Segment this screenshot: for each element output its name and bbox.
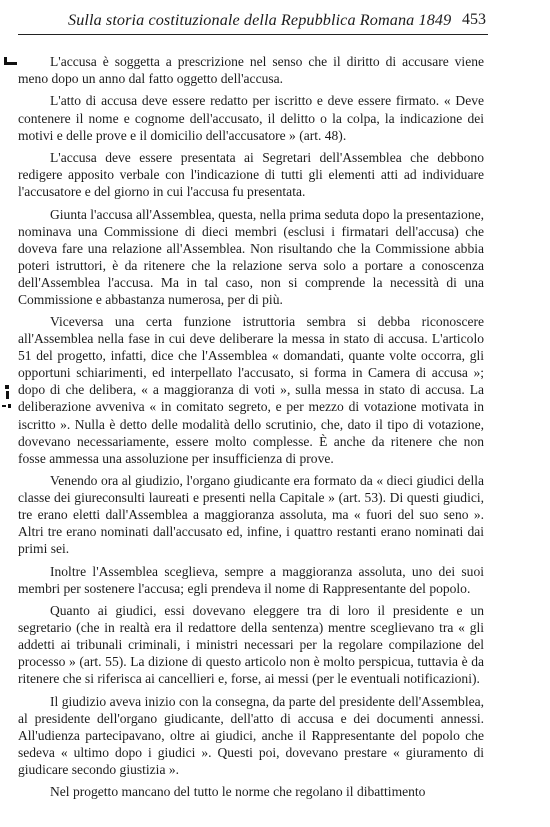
paragraph: L'atto di accusa deve essere redatto per iscritto e deve essere firmato. « Deve contenere il nome e cognome dell'accusato, il delitto o la colpa, la indicazione dei motivi e delle prove e il domicilio dell'accusatore » (art. 48). [18, 93, 484, 143]
running-head-title: Sulla storia costituzionale della Repubblica Romana 1849 [68, 11, 452, 29]
margin-tick-mark [6, 391, 9, 399]
body-text [18, 53, 484, 806]
paragraph: Inoltre l'Assemblea sceglieva, sempre a maggioranza assoluta, uno dei suoi membri per sostenere l'accusa; egli prendeva il nome di Rappresentante del popolo. [18, 563, 484, 596]
paragraph: Viceversa una certa funzione istruttoria sembra si debba riconoscere all'Assemblea nella fase in cui deve deliberare la messa in stato di accusa. L'articolo 51 del progetto, infatti, dice che l'Assemblea « domandati, quante volte occorra, gli opportuni schiarimenti, ed interpellato l'accusato, si forma in Camera di accusa »; dopo di che delibera, « a maggioranza di voti », sulla messa in stato di accusa. La deliberazione avveniva « in comitato segreto, e per mezzo di votazione motivata in iscritto ». Nulla è detto delle modalità dello scrutinio, che, dato il tipo di votazione, dovevano necessariamente, essere molto complesse. È anche da ritenere che non fosse ammessa una assoluzione per insufficienza di prove. [18, 314, 484, 466]
running-head [18, 6, 488, 35]
paragraph: Nel progetto mancano del tutto le norme che regolano il dibattimento [50, 784, 426, 800]
paragraph: L'accusa è soggetta a prescrizione nel senso che il diritto di accusare viene meno dopo un anno dal fatto oggetto dell'accusa. [18, 54, 484, 87]
margin-bracket-mark-stem [4, 57, 7, 65]
margin-tick-mark [5, 385, 9, 389]
page-number: 453 [462, 11, 486, 28]
margin-tick-mark [8, 404, 11, 408]
paragraph: L'accusa deve essere presentata ai Segretari dell'Assemblea che debbono redigere apposito verbale con l'indicazione di tutti gli elementi atti ad individuare l'accusatore e del giorno in cui l'accusa fu presentata. [18, 150, 484, 200]
paragraph: Quanto ai giudici, essi dovevano eleggere tra di loro il presidente e un segretario (che in realtà era il redattore della sentenza) mentre sceglievano tra « gli addetti ai tribunali criminali, i ministri necessari per la regolare compilazione del processo » (art. 55). La dizione di questo articolo non è molto perspicua, tuttavia è da ritenere che si riferisca ai cancellieri e, forse, ai messi (per le eventuali notificazioni). [18, 603, 484, 687]
paragraph: Il giudizio aveva inizio con la consegna, da parte del presidente dell'Assemblea, al presidente dell'organo giudicante, dell'atto di accusa e dei documenti annessi. All'udienza partecipavano, oltre ai giudici, anche il Rappresentante del popolo che sedeva « ultimo dopo i giudici ». Questi poi, dovevano prestare « giuramento di giudicare secondo giustizia ». [18, 693, 484, 777]
paragraph: Venendo ora al giudizio, l'organo giudicante era formato da « dieci giudici della classe dei giureconsulti laureati e presenti nella Capitale » (art. 53). Di questi giudici, tre erano eletti dall'Assemblea a maggioranza assoluta, ma « fuori del suo seno ». Altri tre erano nominati dall'accusato ed, infine, i quattro restanti erano nominati dai primi sei. [18, 473, 484, 557]
paragraph: Giunta l'accusa all'Assemblea, questa, nella prima seduta dopo la presentazione, nominava una Commissione di dieci membri (esclusi i firmatari dell'accusa) che doveva fare una relazione all'Assemblea. Non risultando che la Commissione abbia poteri istruttori, è da ritenere che la relazione serva solo a portare a conoscenza dell'Assemblea l'accusa. Ma in tal caso, non si comprende la necessità di una Commissione e abbastanza numerosa, per di più. [18, 206, 484, 307]
margin-dash-mark [2, 405, 6, 407]
